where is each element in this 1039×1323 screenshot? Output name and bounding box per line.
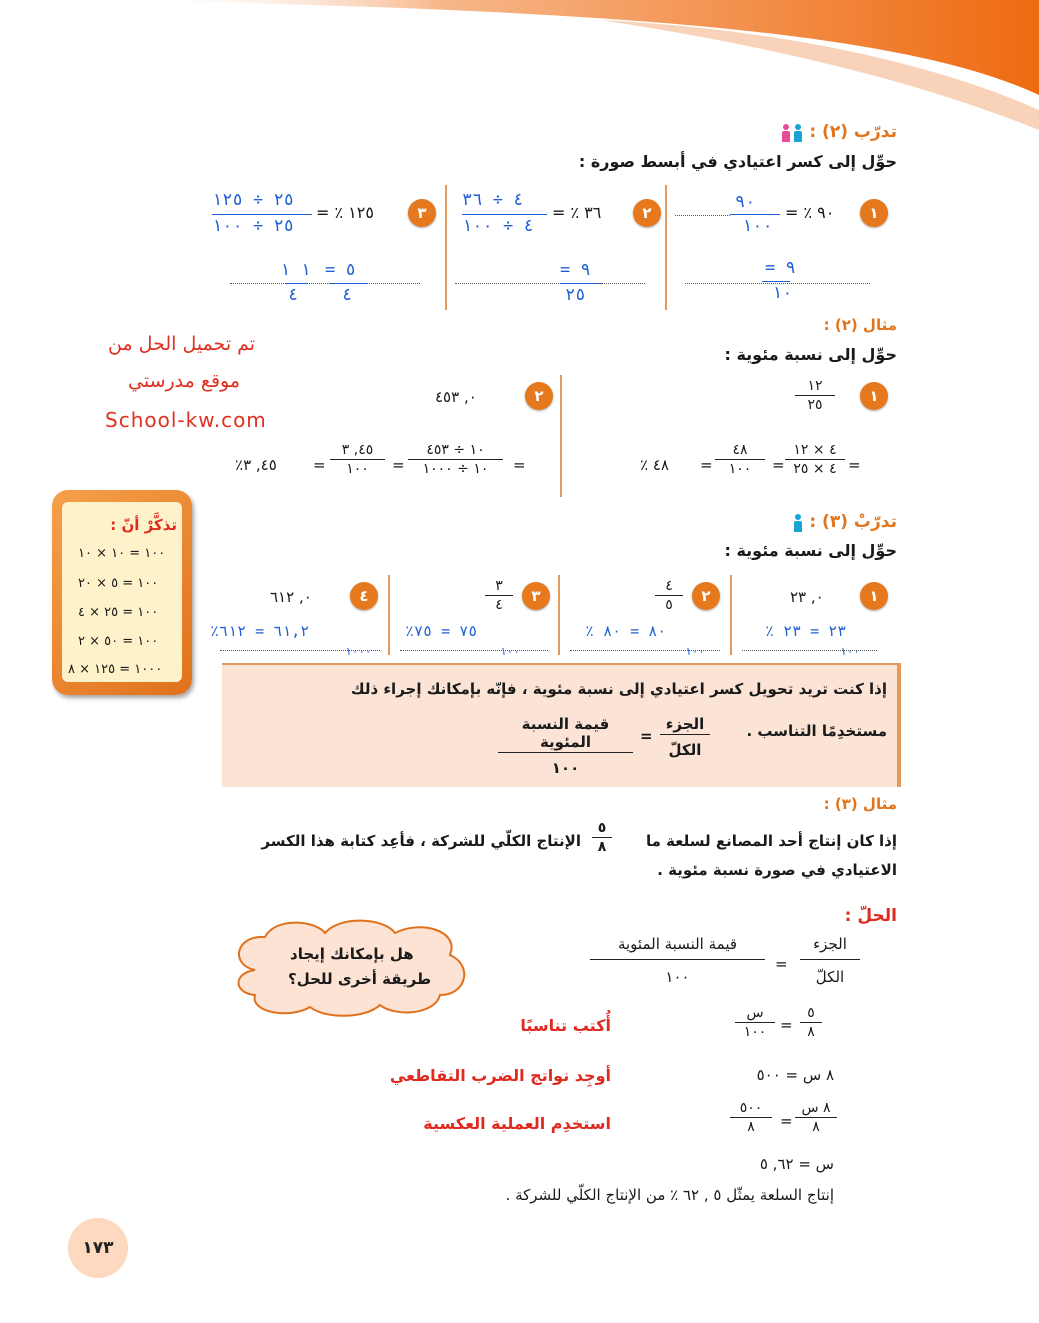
step-equation: س = ٦٢, ٥ [759, 1155, 834, 1173]
practice3-instruction: حوِّل إلى نسبة مئوية : [724, 541, 897, 560]
handwritten-answer: = ٩ [560, 260, 591, 280]
note-line: إذا كنت تريد تحويل كسر اعتيادي إلى نسبة مئوية ، فإنّه بإمكانك إجراء ذلك [350, 680, 887, 698]
divider [558, 575, 560, 655]
decimal-value: ٠, ٦١٢ [270, 588, 312, 606]
handwritten-answer: ٢٥ [565, 285, 586, 305]
handwritten-answer: = ٥ [325, 260, 356, 280]
practice2-instruction: حوِّل إلى كسر اعتيادي في أبسط صورة : [578, 152, 897, 171]
handwritten-answer: ٪ ٨٠ = ٨٠ [585, 622, 667, 640]
item-number-badge: ٢ [692, 582, 720, 610]
equals-sign: = [848, 456, 861, 474]
fraction-numerator: ٥٠٠ [730, 1100, 772, 1118]
handwritten-fraction-bar [462, 214, 547, 215]
note-line: مستخدِمًا التناسب . [746, 722, 887, 740]
fraction-numerator: ٤ [655, 578, 683, 596]
fraction-numerator: ٣ [485, 578, 513, 596]
bubble-text: طريقة أخرى للحل؟ [288, 970, 432, 988]
item-number-badge: ٣ [408, 199, 436, 227]
fraction-denominator: الكلّ [668, 741, 702, 759]
answer-line [400, 650, 548, 651]
fraction-numerator: ١٠ ÷ ٤٥٣ [408, 442, 503, 460]
person-icon [793, 514, 803, 532]
item-number-badge: ١ [860, 199, 888, 227]
step-label: أُكتب تناسبًا [520, 1016, 611, 1035]
handwritten-answer: ١٠٠ [500, 645, 520, 658]
decimal-value: ٠, ٤٥٣ [435, 388, 477, 406]
person-icon [781, 124, 791, 142]
item-number-badge: ٣ [522, 582, 550, 610]
fraction-numerator: الجزء [800, 935, 860, 960]
result-value: ٪ ٤٨ [640, 456, 669, 474]
item-number-badge: ٢ [633, 199, 661, 227]
remember-row: ١٠٠ = ٥ × ٢٠ [78, 576, 159, 591]
fraction [655, 578, 683, 613]
handwritten-answer: ٪ ٢٣ = ٢٣ [765, 622, 847, 640]
equals-sign: = [392, 456, 405, 474]
handwritten-answer: ٤ ÷ ١٠٠ [462, 216, 534, 236]
fraction-numerator: الجزء [660, 715, 710, 735]
fraction-denominator: ٤ [495, 597, 503, 613]
item-number-badge: ١ [860, 382, 888, 410]
handwritten-answer: = ٩ [765, 258, 796, 278]
step-equation: ٨ س = ٥٠٠ [756, 1066, 834, 1084]
handwritten-answer: ٢٥ ÷ ١٢٥ [212, 190, 294, 210]
fraction-denominator: ١٠٠ [346, 461, 369, 477]
handwritten-fraction-bar [762, 281, 790, 282]
handwritten-fraction-bar [285, 283, 307, 284]
watermark-line: تم تحميل الحل من [108, 333, 256, 355]
practice2-heading [780, 122, 897, 142]
equals-sign: = [780, 1112, 793, 1130]
fraction [485, 578, 513, 613]
page-number-badge [68, 1218, 128, 1278]
practice2-title: تدرّب (٢) : [809, 122, 897, 142]
fraction-numerator: ١٢ [795, 378, 835, 396]
fraction [498, 715, 633, 777]
divider [665, 185, 667, 310]
header-decoration [0, 0, 1039, 130]
divider [388, 575, 390, 655]
equals-sign: = [775, 955, 788, 973]
fraction-denominator: ٨ [747, 1119, 755, 1135]
handwritten-answer: ٤ ÷ ٣٦ [462, 190, 524, 210]
watermark-line: موقع مدرستي [128, 370, 241, 392]
fraction-denominator: ٨ [807, 1024, 815, 1040]
divider [445, 185, 447, 310]
fraction-numerator: ٤٥, ٣ [330, 442, 385, 460]
fraction-numerator: ٥ [592, 820, 612, 838]
handwritten-answer: ٪٧٥ = ٧٥ [405, 622, 478, 640]
handwritten-fraction-bar [330, 283, 368, 284]
fraction-denominator: ١٠٠ [728, 461, 752, 477]
practice3-heading [792, 512, 897, 532]
fraction-denominator: ١٠٠ [743, 1024, 767, 1040]
decimal-value: ٠, ٢٣ [790, 588, 824, 606]
fraction-numerator: ٤٨ [715, 442, 765, 460]
solution-title: الحلّ : [844, 906, 897, 926]
remember-row: ١٠٠٠ = ١٢٥ × ٨ [68, 662, 163, 677]
handwritten-answer: ١ ١ [280, 260, 311, 280]
fraction [408, 442, 503, 477]
example2-instruction: حوِّل إلى نسبة مئوية : [724, 345, 897, 364]
fraction-denominator: ٨ [812, 1119, 820, 1135]
handwritten-answer: ٢٥ ÷ ١٠٠ [212, 216, 294, 236]
answer-line [230, 283, 420, 284]
fraction [660, 715, 710, 759]
fraction-numerator: قيمة النسبة المئوية [590, 935, 765, 960]
fraction [735, 1005, 775, 1040]
fraction [785, 442, 845, 477]
fraction-numerator: س [735, 1005, 775, 1023]
handwritten-answer: ١٠٠٠ [345, 645, 372, 658]
fraction-numerator: ٨ س [795, 1100, 837, 1118]
practice3-title: تدرّبْ (٣) : [809, 512, 897, 532]
item-number-badge: ٢ [525, 382, 553, 410]
example3-text: الاعتيادي في صورة نسبة مئوية . [657, 861, 897, 879]
divider [730, 575, 732, 655]
remember-title: تذكَّرْ أنّ : [110, 516, 177, 534]
bubble-text: هل بإمكانك إيجاد [290, 945, 414, 963]
example2-title: مثال (٢) : [823, 316, 897, 334]
fraction [795, 1100, 837, 1135]
page-number: ١٧٣ [82, 1238, 114, 1258]
example3-text: الإنتاج الكلّي للشركة ، فأعِد كتابة هذا الكسر [261, 832, 581, 850]
answer-line [455, 283, 645, 284]
step-label: استخدِم العملية العكسية [423, 1114, 611, 1133]
equals-sign: = [640, 727, 653, 745]
thought-bubble [225, 915, 475, 1020]
example3-text: إذا كان إنتاج أحد المصانع لسلعة ما [645, 832, 897, 850]
handwritten-fraction-bar [730, 214, 780, 215]
fraction [715, 442, 765, 477]
equals-sign: = [772, 456, 785, 474]
fraction-numerator: ٤ × ١٢ [785, 442, 845, 460]
item-expression: = ٪ ١٢٥ [316, 203, 374, 222]
fraction-numerator: ٥ [800, 1005, 822, 1023]
handwritten-answer: ٩٠ [735, 192, 756, 212]
equals-sign: = [513, 456, 526, 474]
fraction [800, 935, 860, 986]
remember-row: ١٠٠ = ٥٠ × ٢ [78, 634, 159, 649]
person-icon [793, 124, 803, 142]
result-value: ٪٤٥, ٣ [235, 456, 277, 474]
fraction-denominator: ١٠٠ [551, 759, 580, 777]
equals-sign: = [780, 1016, 793, 1034]
handwritten-fraction-bar [212, 214, 312, 215]
divider [560, 375, 562, 497]
handwritten-answer: ١٠ [772, 283, 793, 303]
fraction-denominator: ١٠ ÷ ١٠٠٠ [422, 461, 489, 477]
fraction-denominator: ٢٥ [807, 397, 823, 413]
watermark-url: School-kw.com [105, 408, 267, 432]
item-number-badge: ٤ [350, 582, 378, 610]
fraction-denominator: ٤ × ٢٥ [793, 461, 837, 477]
fraction-denominator: ١٠٠ [665, 968, 690, 986]
remember-row: ١٠٠ = ١٠ × ١٠ [78, 546, 166, 561]
equals-sign: = [313, 456, 326, 474]
item-number-badge: ١ [860, 582, 888, 610]
equals-sign: = [700, 456, 713, 474]
step-label: أوجِد نواتج الضرب التقاطعي [389, 1066, 611, 1085]
fraction [795, 378, 835, 413]
fraction [730, 1100, 772, 1135]
example3-title: مثال (٣) : [823, 795, 897, 813]
fraction-denominator: ٥ [665, 597, 673, 613]
remember-row: ١٠٠ = ٢٥ × ٤ [78, 605, 159, 620]
answer-line [675, 215, 730, 216]
fraction [800, 1005, 822, 1040]
fraction-numerator: قيمة النسبة المئوية [498, 715, 633, 753]
item-expression: = ٪ ٩٠ [785, 203, 835, 222]
fraction [330, 442, 385, 477]
handwritten-answer: ١٠٠ [685, 645, 705, 658]
handwritten-answer: ٤ [342, 285, 353, 305]
handwritten-answer: ١٠٠ [840, 645, 860, 658]
handwritten-fraction-bar [560, 283, 602, 284]
fraction-denominator: الكلّ [815, 968, 845, 986]
fraction [590, 935, 765, 986]
handwritten-answer: ٪٦١,٢ = ٦١٢ [210, 622, 310, 640]
fraction-denominator: ٨ [597, 839, 607, 855]
handwritten-answer: ٤ [288, 285, 299, 305]
handwritten-answer: ١٠٠ [742, 216, 773, 236]
fraction [592, 820, 612, 855]
conclusion: إنتاج السلعة يمثّل ٥ , ٦٢ ٪ من الإنتاج الكلّي للشركة . [505, 1186, 834, 1204]
item-expression: = ٪ ٣٦ [552, 203, 602, 222]
